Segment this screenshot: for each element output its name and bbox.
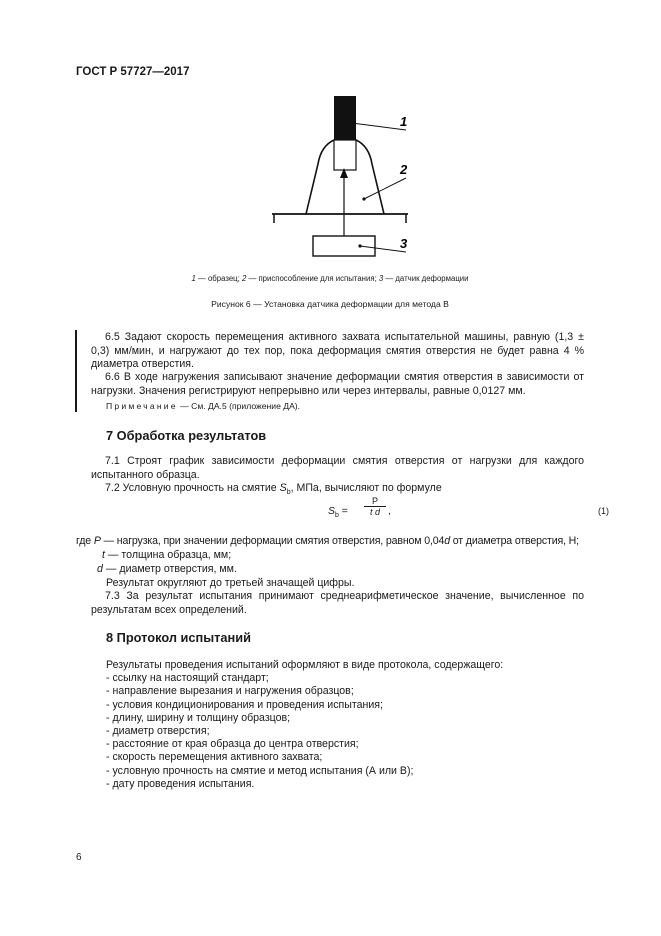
where-t: t — толщина образца, мм; (102, 549, 232, 561)
formula-1: $S_b$ = P t d , (328, 496, 391, 520)
where-d: d — диаметр отверстия, мм. (97, 563, 237, 575)
list-item: - расстояние от края образца до центра отверстия; (106, 738, 359, 751)
paragraph-6-6: 6.6 В ходе нагружения записывают значение деформации смятия отверстия в зависимости от нагрузки. Значения регистрируют непрерывно или через интервалы, равные 0,0127 мм. (91, 371, 584, 397)
list-item: - направление вырезания и нагружения образцов; (106, 685, 354, 698)
section-7-heading: 7 Обработка результатов (106, 428, 267, 443)
sensor-shape (313, 236, 375, 256)
section-8-heading: 8 Протокол испытаний (106, 630, 252, 645)
list-item: - дату проведения испытания. (106, 777, 255, 790)
formula-number: (1) (598, 506, 609, 516)
figure-legend: 1 — образец; 2 — приспособление для испытания; 3 — датчик деформации (191, 274, 469, 283)
test-fixture-figure (266, 94, 412, 260)
paragraph-7-2: 7.2 Условную прочность на смятие $S_b$, МПа, вычисляют по формуле (105, 482, 442, 497)
specimen-shape (334, 96, 356, 142)
paragraph-7-1: 7.1 Строят график зависимости деформации смятия отверстия от нагрузки для каждого испытанного образца. (91, 455, 584, 481)
inner-clamp-shape (334, 140, 356, 170)
list-item: - скорость перемещения активного захвата; (106, 751, 323, 764)
list-item: - диаметр отверстия; (106, 725, 210, 738)
figure-caption: Рисунок 6 — Установка датчика деформации для метода В (211, 299, 449, 309)
change-bar (75, 330, 77, 412)
report-intro: Результаты проведения испытаний оформляют в виде протокола, содержащего: (106, 659, 504, 671)
callout-3-label: 3 (400, 236, 408, 251)
paragraph-6-5: 6.5 Задают скорость перемещения активного захвата испытательной машины, равную (1,3 ± 0,3) мм/мин, и нагружают до тех пор, пока деформация смятия отверстия не будет равна 4 % диаметра отверстия. (91, 331, 584, 370)
leader-2-line (364, 178, 406, 199)
note: Примечание — См. ДА.5 (приложение ДА). (106, 401, 301, 411)
report-contents (106, 659, 503, 791)
list-item: - условную прочность на смятие и метод испытания (А или В); (106, 764, 414, 777)
where-line: где P — нагрузка, при значении деформации смятия отверстия, равном 0,04d от диаметра отверстия, Н; (76, 535, 579, 547)
page-number: 6 (76, 852, 82, 863)
document-header: ГОСТ Р 57727—2017 (76, 66, 190, 78)
callout-1-label: 1 (400, 114, 408, 129)
rounding-text: Результат округляют до третьей значащей цифры. (106, 577, 355, 589)
callout-2-label: 2 (400, 162, 408, 177)
list-item: - длину, ширину и толщину образцов; (106, 711, 291, 724)
list-item: - ссылку на настоящий стандарт; (106, 672, 269, 685)
list-item: - условия кондиционирования и проведения испытания; (106, 698, 383, 711)
paragraph-7-3: 7.3 За результат испытания принимают среднеарифметическое значение, вычисленное по результатам всех определений. (91, 590, 584, 616)
